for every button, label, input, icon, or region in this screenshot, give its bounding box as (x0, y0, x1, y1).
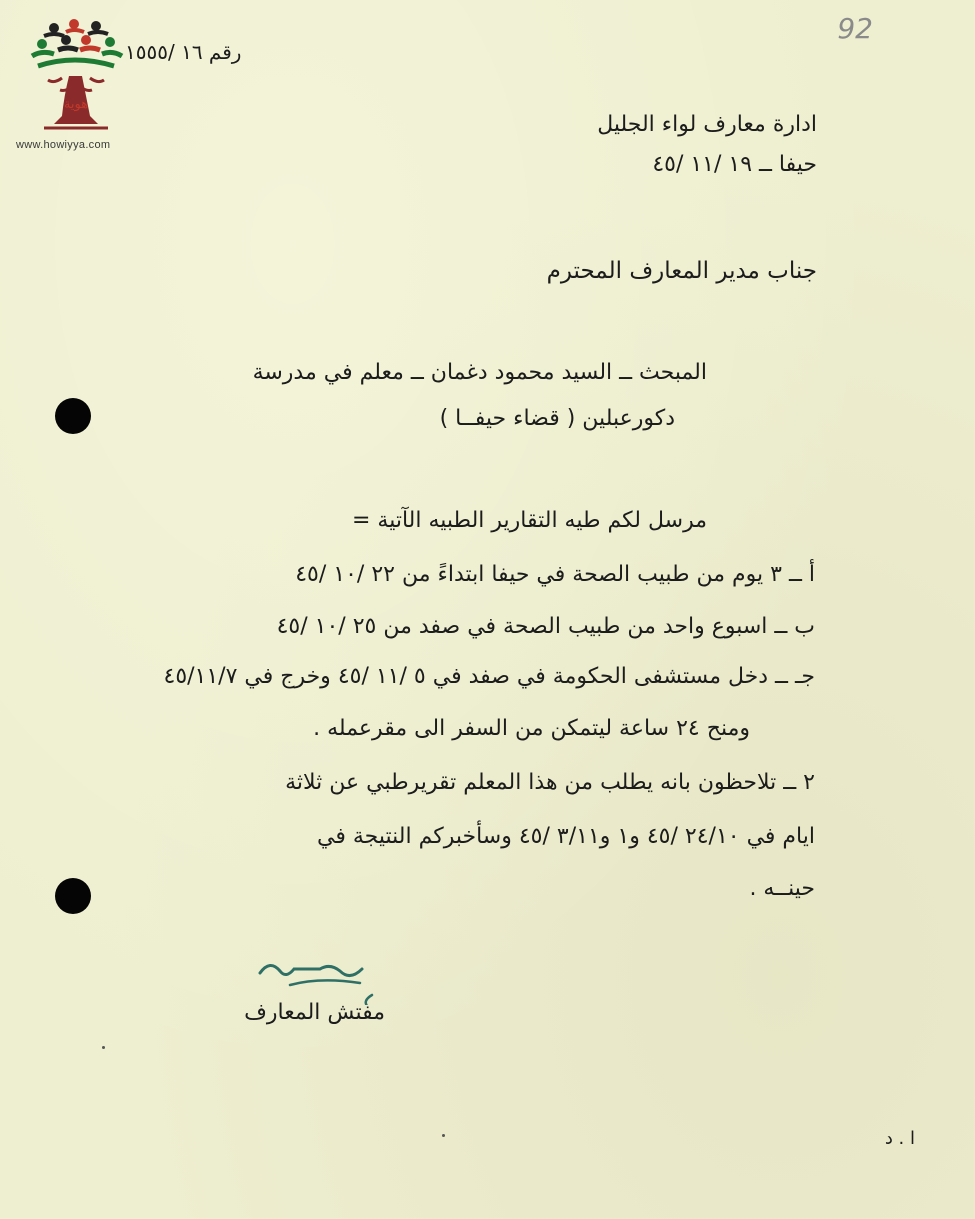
punch-hole (55, 878, 91, 914)
tree-logo-icon (14, 16, 144, 141)
body-intro: مرسل لكم طيه التقارير الطبيه الآتية = (351, 508, 707, 533)
punch-hole (55, 398, 91, 434)
svg-text:هوية: هوية (63, 97, 89, 112)
paper-speck (442, 1134, 445, 1137)
item-c-line-2: ومنح ٢٤ ساعة ليتمكن من السفر الى مقرعمله . (313, 716, 750, 741)
signature-title: مفتش المعارف (244, 1000, 385, 1025)
logo-url: www.howiyya.com (16, 139, 111, 151)
item-b: ب ــ اسبوع واحد من طبيب الصحة في صفد من ٢٥ /١٠ /٤٥ (276, 614, 815, 639)
reference-number: رقم ١٦ /١٥٥٥ (125, 40, 242, 64)
place-date: حيفا ــ ١٩ /١١ /٤٥ (652, 152, 817, 177)
subject-line-1: المبحث ــ السيد محمود دغمان ــ معلم في مدرسة (252, 360, 707, 385)
subject-line-2: دكورعبلين ( قضاء حيفــا ) (439, 406, 675, 431)
item-a: أ ــ ٣ يوم من طبيب الصحة في حيفا ابتداءً من ٢٢ /١٠ /٤٥ (295, 562, 815, 587)
paper-speck (102, 1046, 105, 1049)
point-2-line-1: ٢ ــ تلاحظون بانه يطلب من هذا المعلم تقريرطبي عن ثلاثة (285, 770, 815, 795)
howiyya-logo (14, 16, 144, 156)
footer-code: ا . د (884, 1128, 915, 1149)
item-c-line-1: جـ ــ دخل مستشفى الحكومة في صفد في ٥ /١١ /٤٥ وخرج في ٤٥/١١/٧ (163, 664, 815, 689)
salutation: جناب مدير المعارف المحترم (546, 258, 817, 284)
point-2-line-3: حينــه . (749, 876, 815, 901)
page-number: 92 (837, 12, 873, 45)
point-2-line-2: ايام في ٢٤/١٠ /٤٥ و١ و٣/١١ /٤٥ وسأخبركم النتيجة في (317, 824, 815, 849)
office-name: ادارة معارف لواء الجليل (597, 112, 817, 137)
